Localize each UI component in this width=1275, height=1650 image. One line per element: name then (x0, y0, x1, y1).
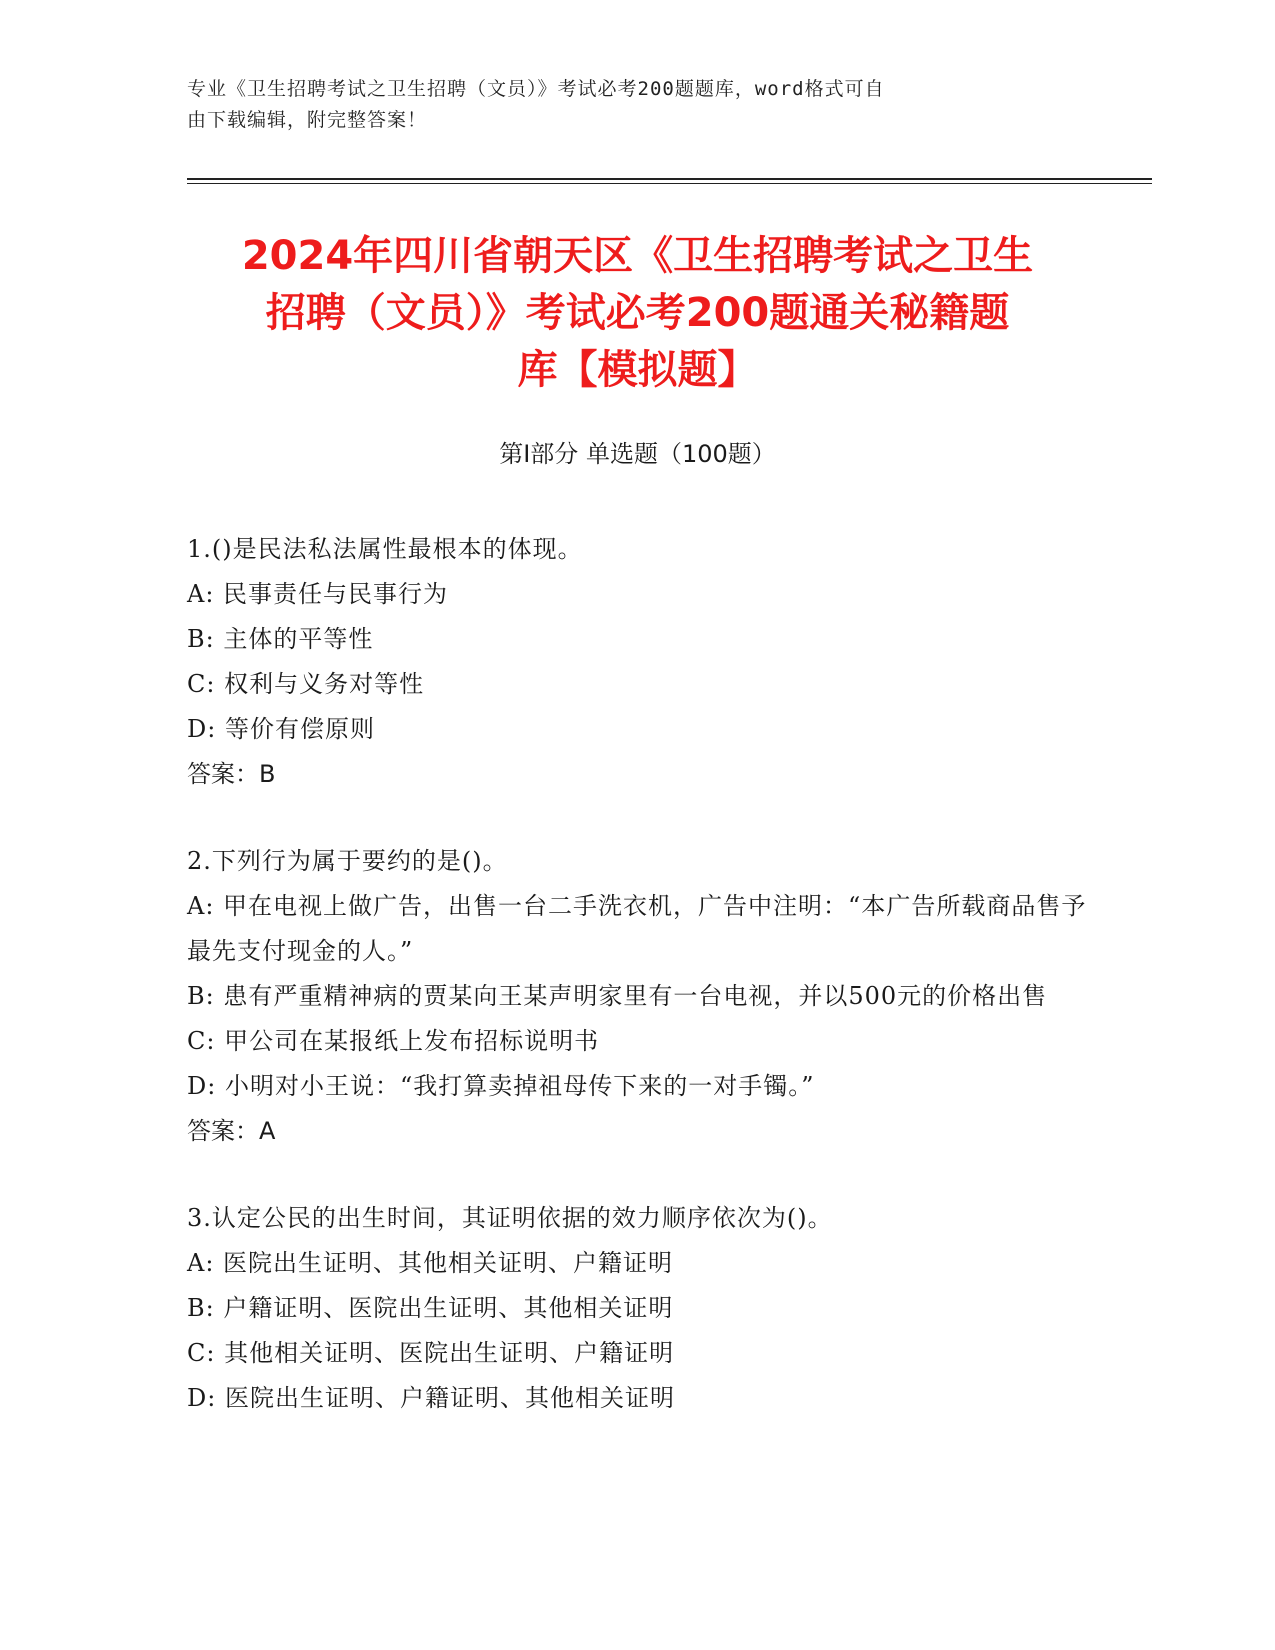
section-title: 第Ⅰ部分 单选题（100题） (499, 440, 776, 468)
question-list (187, 527, 1087, 1463)
option-c: C: 权利与义务对等性 (187, 670, 425, 698)
question-3 (187, 1196, 1087, 1421)
question-2 (187, 839, 1087, 1154)
option-c: C: 甲公司在某报纸上发布招标说明书 (187, 1027, 600, 1055)
title-line-2: 招聘（文员）》考试必考200题通关秘籍题 (265, 290, 1010, 336)
answer: 答案：B (187, 760, 276, 788)
option-d: D: 等价有偿原则 (187, 715, 375, 743)
question-stem: 2.下列行为属于要约的是()。 (187, 847, 508, 875)
option-a: A: 甲在电视上做广告，出售一台二手洗衣机，广告中注明：“本广告所载商品售予最先支付现金的人。” (187, 892, 1087, 965)
option-d: D: 医院出生证明、户籍证明、其他相关证明 (187, 1384, 675, 1412)
header-note-line-2: 由下载编辑，附完整答案！ (187, 109, 428, 131)
title-line-1: 2024年四川省朝天区《卫生招聘考试之卫生 (241, 233, 1034, 279)
header-note (187, 74, 1087, 136)
option-b: B: 户籍证明、医院出生证明、其他相关证明 (187, 1294, 674, 1322)
answer: 答案：A (187, 1117, 276, 1145)
header-note-line-1: 专业《卫生招聘考试之卫生招聘（文员）》考试必考200题题库，word格式可自 (187, 78, 885, 100)
option-b: B: 患有严重精神病的贾某向王某声明家里有一台电视，并以500元的价格出售 (187, 982, 1048, 1010)
option-a: A: 医院出生证明、其他相关证明、户籍证明 (187, 1249, 674, 1277)
title-line-3: 库【模拟题】 (517, 347, 758, 393)
question-stem: 1.()是民法私法属性最根本的体现。 (187, 535, 583, 563)
option-c: C: 其他相关证明、医院出生证明、户籍证明 (187, 1339, 675, 1367)
document-title (150, 228, 1125, 399)
option-b: B: 主体的平等性 (187, 625, 374, 653)
option-d: D: 小明对小王说：“我打算卖掉祖母传下来的一对手镯。” (187, 1072, 815, 1100)
header-divider-thin (187, 183, 1152, 184)
option-a: A: 民事责任与民事行为 (187, 580, 449, 608)
header-divider-thick (187, 178, 1152, 180)
question-stem: 3.认定公民的出生时间，其证明依据的效力顺序依次为()。 (187, 1204, 833, 1232)
question-1 (187, 527, 1087, 797)
